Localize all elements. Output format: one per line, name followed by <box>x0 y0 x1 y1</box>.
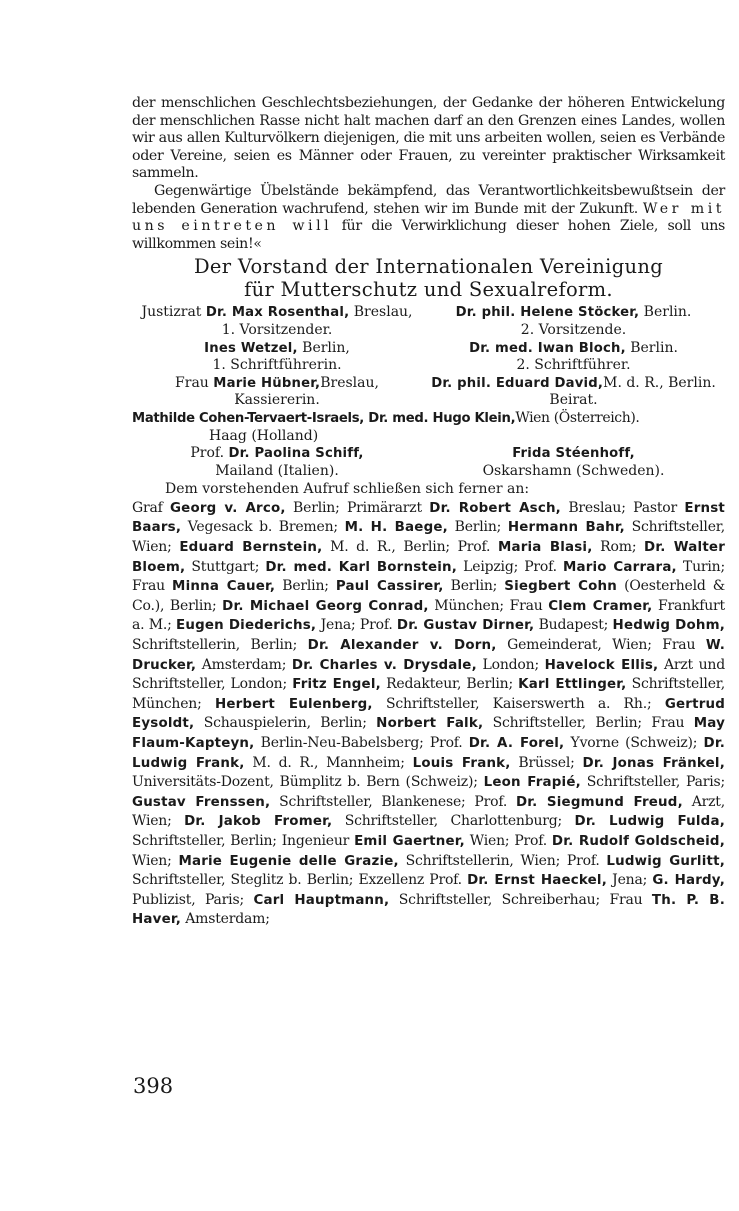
board-member-left <box>132 304 422 322</box>
signer-detail: Yvorne (Schweiz); <box>564 735 704 751</box>
board-member-left <box>132 375 422 393</box>
signer-name: Dr. Ludwig Frank, <box>132 736 726 771</box>
signer-entry <box>132 500 429 516</box>
signer-name: Gustav Frenssen, <box>132 794 271 810</box>
signer-entry <box>469 735 704 751</box>
signer-detail: M. d. R., Mannheim; <box>244 754 413 771</box>
signer-detail: Gemeinderat, Wien; Frau <box>496 637 706 654</box>
board-row <box>132 322 725 340</box>
signer-entry <box>498 539 644 555</box>
signer-name: Clem Cramer, <box>548 598 653 614</box>
signer-name: Marie Eugenie delle Grazie, <box>178 853 399 869</box>
signer-name: Georg v. Arco, <box>169 500 286 516</box>
signer-name: Dr. Michael Georg Conrad, <box>222 598 429 614</box>
member-place: M. d. R., Berlin. <box>603 374 716 391</box>
signer-detail: Schriftsteller, Charlottenburg; <box>332 813 575 830</box>
signer-detail: Berlin; <box>275 578 336 595</box>
board-role-left: 1. Vorsitzender. <box>221 321 333 338</box>
paragraph-appeal <box>132 183 725 253</box>
signer-name: Dr. Siegmund Freud, <box>515 794 683 810</box>
signer-detail: London; <box>476 656 545 673</box>
signer-entry <box>184 813 574 829</box>
board-row <box>132 375 725 393</box>
signer-detail: Rom; <box>592 539 645 556</box>
board-role-right: 2. Vorsitzende. <box>520 321 627 338</box>
board-member-right <box>422 445 725 463</box>
member-place: Berlin. <box>625 339 678 356</box>
signer-name: Dr. Ernst Haeckel, <box>467 873 607 889</box>
signer-name: Siegbert Cohn <box>504 579 618 595</box>
signer-entry <box>429 500 684 516</box>
member-name: Dr. Paolina Schiff, <box>228 446 364 462</box>
signer-name: Eduard Bernstein, <box>179 540 323 556</box>
board-role-left: Mailand (Italien). <box>215 462 339 479</box>
member-place: Berlin. <box>639 304 692 321</box>
member-prefix: Prof. <box>190 445 229 462</box>
signer-detail: München; Frau <box>428 597 549 614</box>
signer-entry <box>215 696 665 712</box>
member-place: Breslau, <box>349 304 413 321</box>
board-row <box>132 304 725 322</box>
board-role-right: Beirat. <box>549 392 598 409</box>
signers-intro: Dem vorstehenden Aufruf schließen sich ferner an: <box>165 481 530 498</box>
signer-detail: Arzt und Schriftsteller, London; <box>132 656 726 693</box>
signer-entry <box>467 872 652 888</box>
signer-entry <box>292 657 545 673</box>
signer-detail: Brüssel; <box>510 754 583 771</box>
member-name: Dr. med. Hugo Klein, <box>364 410 516 426</box>
signer-name: Norbert Falk, <box>376 716 484 732</box>
signer-detail: Wien; <box>132 852 179 869</box>
signer-detail: Wien; Prof. <box>464 832 552 849</box>
signer-detail: Schriftsteller, Berlin; Ingenieur <box>132 832 355 849</box>
signer-name: May Flaum-Kapteyn, <box>132 716 725 751</box>
member-name: Ines Wetzel, <box>204 340 298 356</box>
signer-name: Carl Hauptmann, <box>253 892 390 908</box>
signer-name: Dr. Robert Asch, <box>429 500 561 516</box>
signer-name: Ludwig Gurlitt, <box>606 853 726 869</box>
member-name: Dr. phil. Eduard David, <box>431 375 604 391</box>
signer-detail: Berlin; <box>447 519 508 536</box>
board-row <box>132 463 725 481</box>
signer-name: Dr. Alexander v. Dorn, <box>307 638 497 654</box>
signer-name: Louis Frank, <box>412 755 511 771</box>
member-prefix: Justizrat <box>141 304 206 321</box>
member-name: Dr. phil. Helene Stöcker, <box>455 305 640 321</box>
signer-detail: Schriftsteller, München; <box>132 676 725 712</box>
document-page <box>132 95 725 930</box>
signer-detail: Leipzig; Prof. <box>457 558 563 575</box>
board-member-right <box>422 304 725 322</box>
board-role-left: Kassiererin. <box>234 392 320 409</box>
signer-prefix: Graf <box>132 499 170 516</box>
signer-name: W. Drucker, <box>132 638 725 673</box>
member-name: Frida Stéenhoff, <box>512 446 635 462</box>
signer-detail: Amsterdam; <box>196 656 292 673</box>
signer-name: Dr. Rudolf Goldscheid, <box>551 833 725 849</box>
signer-detail: Breslau; Pastor <box>560 499 685 516</box>
signer-entry <box>265 559 563 575</box>
member-place: Breslau, <box>320 374 379 391</box>
signer-name: Eugen Diederichs, <box>176 618 317 634</box>
member-prefix: Frau <box>175 374 214 391</box>
signer-name: G. Hardy, <box>652 873 725 889</box>
board-members <box>132 304 725 480</box>
signer-entry <box>397 617 613 633</box>
signer-name: Paul Cassirer, <box>335 579 444 595</box>
signer-name: Dr. Charles v. Drysdale, <box>291 657 477 673</box>
signer-name: Fritz Engel, <box>292 677 381 693</box>
member-name: Dr. med. Iwan Bloch, <box>469 340 626 356</box>
signer-detail: Schriftstellerin, Berlin; <box>132 637 308 654</box>
signer-detail: Turin; Frau <box>132 558 725 595</box>
signer-entry <box>345 519 508 535</box>
board-member-left <box>132 340 422 358</box>
signer-entry <box>376 715 694 731</box>
member-name: Dr. Max Rosenthal, <box>205 305 350 321</box>
signer-name: Maria Blasi, <box>497 540 593 556</box>
member-name: Mathilde Cohen-Tervaert-Israels, <box>132 410 365 426</box>
signer-name: M. H. Baege, <box>344 520 448 536</box>
board-row <box>132 340 725 358</box>
signer-detail: Jena; Prof. <box>316 617 397 634</box>
paragraph-aim-text: der menschlichen Geschlechtsbeziehungen, der Gedanke der höheren Entwickelung der menschlichen Rasse nicht halt machen darf an den Grenzen eines Landes, wollen wir aus allen Kulturvölkern diejenigen, die mit uns arbeiten wollen, seien es Verbände oder Vereine, seien es Männer oder Frauen, zu vereinter praktischer Wirksamkeit sammeln. <box>132 95 725 182</box>
signer-entry <box>176 617 397 633</box>
signer-name: Emil Gaertner, <box>354 833 465 849</box>
member-place: Berlin, <box>297 339 350 356</box>
board-member-left <box>132 445 422 463</box>
signer-entry <box>336 578 504 594</box>
signer-detail: Schauspielerin, Berlin; <box>194 715 377 732</box>
signer-detail: Amsterdam; <box>180 911 270 928</box>
signer-name: Dr. A. Forel, <box>468 736 565 751</box>
signer-name: Th. P. B. Haver, <box>132 892 725 928</box>
signer-detail: Berlin; <box>443 578 505 595</box>
board-member-right <box>422 375 725 393</box>
signer-name: Dr. Jakob Fromer, <box>184 814 333 830</box>
signer-detail: Jena; <box>606 872 653 889</box>
board-member-place: Haag (Holland) <box>209 427 319 444</box>
signer-name: Minna Cauer, <box>172 579 276 595</box>
board-role-right: Oskarshamn (Schweden). <box>482 462 665 479</box>
signer-detail: (Oesterheld & Co.), Berlin; <box>132 578 725 614</box>
signer-detail: Budapest; <box>534 617 613 634</box>
signer-detail: Universitäts-Dozent, Bümplitz b. Bern (Schweiz); <box>132 774 484 791</box>
board-row <box>132 357 725 375</box>
signer-entry <box>292 676 518 692</box>
section-title <box>132 255 725 301</box>
signer-name: Herbert Eulenberg, <box>214 696 373 712</box>
signer-detail: Berlin; Primärarzt <box>285 499 430 516</box>
signer-entry <box>413 755 583 771</box>
signer-name: Dr. Gustav Dirner, <box>396 618 535 634</box>
signer-entry <box>308 637 706 653</box>
signers-list <box>132 499 725 930</box>
signer-detail: Schriftsteller, Steglitz b. Berlin; Exzellenz Prof. <box>132 872 468 889</box>
member-name: Marie Hübner, <box>213 375 321 391</box>
section-title-line1: Der Vorstand der Internationalen Vereinigung <box>194 255 663 279</box>
signer-entry <box>253 892 651 908</box>
signer-detail: Schriftsteller, Blankenese; Prof. <box>270 793 516 810</box>
signer-name: Leon Frapié, <box>483 775 581 791</box>
signer-entry <box>132 794 516 810</box>
signer-detail: Redakteur, Berlin; <box>380 676 519 693</box>
board-role-right: 2. Schriftführer. <box>516 357 631 374</box>
signer-name: Dr. Ludwig Fulda, <box>574 814 725 830</box>
signer-detail: Publizist, Paris; <box>132 891 254 908</box>
paragraph-appeal-text: Gegenwärtige Übelstände bekämpfend, das Verantwortlichkeitsbewußtsein der lebenden Generation wachrufend, stehen wir im Bunde mit der Zukunft. <box>132 182 725 217</box>
signer-name: Ernst Baars, <box>132 500 725 536</box>
board-row <box>132 445 725 463</box>
paragraph-aim <box>132 95 725 183</box>
signer-detail: Schriftsteller, Paris; <box>580 774 725 791</box>
signer-detail: Schriftstellerin, Wien; Prof. <box>398 852 607 869</box>
signer-detail: M. d. R., Berlin; Prof. <box>322 539 498 556</box>
signer-entry <box>179 539 498 555</box>
signer-name: Gertrud Eysoldt, <box>132 696 726 732</box>
signer-entry <box>172 578 336 594</box>
signer-detail: Berlin-Neu-Babelsberg; Prof. <box>254 735 469 751</box>
signer-name: Havelock Ellis, <box>544 657 659 673</box>
signer-detail: Schriftsteller, Kaiserswerth a. Rh.; <box>372 695 665 712</box>
signer-detail: Frankfurt a. M.; <box>132 597 725 634</box>
signer-entry <box>178 853 606 869</box>
signer-name: Mario Carrara, <box>562 559 677 575</box>
signer-detail: Arzt, Wien; <box>132 793 725 830</box>
signer-name: Hermann Bahr, <box>507 520 625 536</box>
member-place: Wien (Österreich). <box>515 409 640 426</box>
signer-name: Dr. med. Karl Bornstein, <box>265 559 458 575</box>
signer-detail: Vegesack b. Bremen; <box>181 519 345 536</box>
signer-name: Hedwig Dohm, <box>612 618 726 634</box>
paragraph-appeal-end: für die Verwirklichung dieser hohen Ziele, soll uns willkommen sein!« <box>132 218 725 252</box>
board-role-left: 1. Schriftführerin. <box>212 357 342 374</box>
section-title-line2: für Mutterschutz und Sexualreform. <box>244 278 613 302</box>
paragraph-appeal-spaced: Wer mit uns eintreten will <box>132 200 726 235</box>
signer-detail: Stuttgart; <box>185 558 266 575</box>
signer-detail: Schriftsteller, Wien; <box>132 519 725 556</box>
signer-entry <box>222 598 548 614</box>
signer-name: Dr. Jonas Fränkel, <box>582 755 726 771</box>
board-member-right <box>422 340 725 358</box>
page-number: 398 <box>133 1074 174 1098</box>
signer-entry <box>354 833 552 849</box>
board-row-full <box>132 410 725 428</box>
signer-detail: Schriftsteller, Berlin; Frau <box>483 715 694 732</box>
signer-entry <box>484 774 725 790</box>
signer-name: Karl Ettlinger, <box>518 677 627 693</box>
board-row <box>132 392 725 410</box>
signer-name: Dr. Walter Bloem, <box>132 540 726 575</box>
signer-detail: Schriftsteller, Schreiberhau; Frau <box>389 891 652 908</box>
